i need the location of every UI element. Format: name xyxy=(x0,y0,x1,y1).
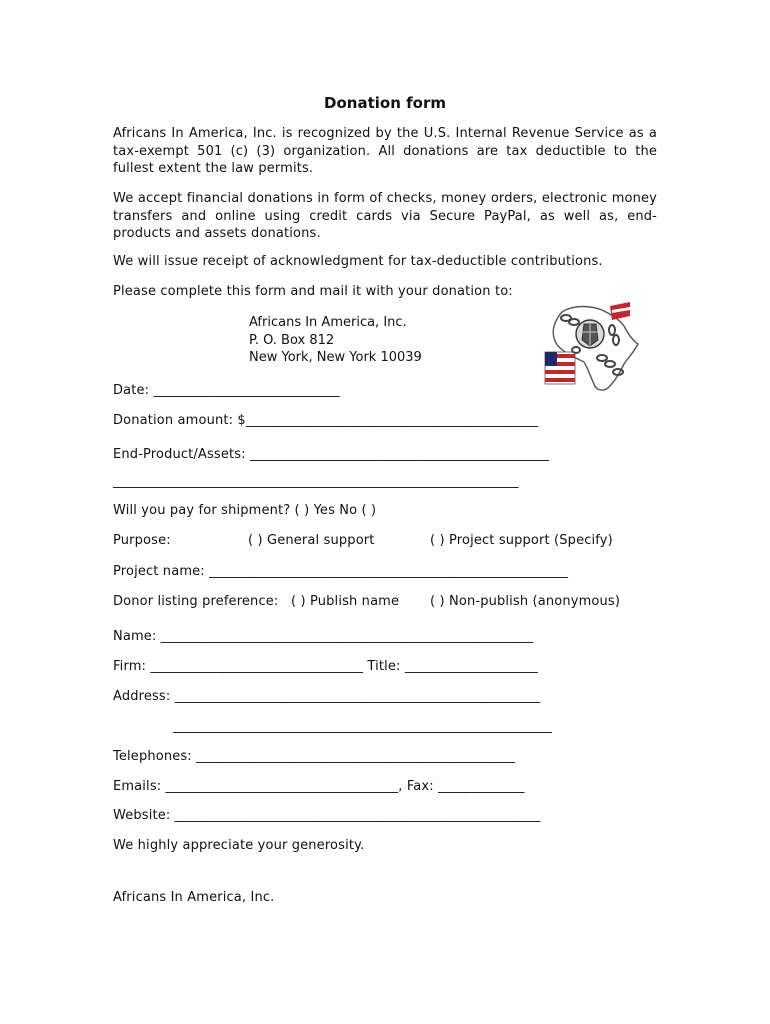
listing-nonpublish-option[interactable]: ( ) Non-publish (anonymous) xyxy=(430,594,621,609)
project-name-field[interactable]: Project name: ______________________________________________________ xyxy=(113,564,569,579)
mail-instruction: Please complete this form and mail it with your donation to: xyxy=(113,284,513,299)
end-products-field[interactable]: End-Product/Assets: _____________________________________________ xyxy=(113,447,550,462)
address-field-continued[interactable]: _________________________________________________________ xyxy=(173,719,553,734)
date-field[interactable]: Date: ____________________________ xyxy=(113,383,340,398)
listing-preference-label: Donor listing preference: xyxy=(113,594,279,609)
africa-chains-flag-logo-icon xyxy=(540,300,645,395)
shipment-question[interactable]: Will you pay for shipment? ( ) Yes No ( ) xyxy=(113,503,377,518)
thanks-text: We highly appreciate your generosity. xyxy=(113,838,365,853)
purpose-general-support-option[interactable]: ( ) General support xyxy=(248,533,375,548)
listing-publish-option[interactable]: ( ) Publish name xyxy=(291,594,400,609)
purpose-label: Purpose: xyxy=(113,533,171,548)
donation-amount-field[interactable]: Donation amount: $____________________________________________ xyxy=(113,413,539,428)
mailing-address-line3: New York, New York 10039 xyxy=(249,350,422,365)
page-title: Donation form xyxy=(324,94,446,112)
website-field[interactable]: Website: _______________________________________________________ xyxy=(113,808,541,823)
accept-paragraph: We accept financial donations in form of checks, money orders, electronic money transfers and online using credit cards via Secure PayPal, as well as, end-products and assets donations. xyxy=(113,191,657,241)
mailing-address-line2: P. O. Box 812 xyxy=(249,333,335,348)
intro-paragraph: Africans In America, Inc. is recognized by the U.S. Internal Revenue Service as a tax-exempt 501 (c) (3) organization. All donations are tax deductible to the fullest extent the law permits. xyxy=(113,126,657,176)
firm-title-field[interactable]: Firm: ________________________________ Title: ____________________ xyxy=(113,659,538,674)
purpose-project-support-option[interactable]: ( ) Project support (Specify) xyxy=(430,533,613,548)
emails-fax-field[interactable]: Emails: ___________________________________, Fax: _____________ xyxy=(113,779,525,794)
address-field[interactable]: Address: _______________________________________________________ xyxy=(113,689,541,704)
end-products-field-continued[interactable]: _____________________________________________________________ xyxy=(113,474,519,489)
telephones-field[interactable]: Telephones: ________________________________________________ xyxy=(113,749,516,764)
name-field[interactable]: Name: ________________________________________________________ xyxy=(113,629,534,644)
receipt-text: We will issue receipt of acknowledgment for tax-deductible contributions. xyxy=(113,254,603,269)
signature-text: Africans In America, Inc. xyxy=(113,890,275,905)
mailing-address-line1: Africans In America, Inc. xyxy=(249,315,407,330)
